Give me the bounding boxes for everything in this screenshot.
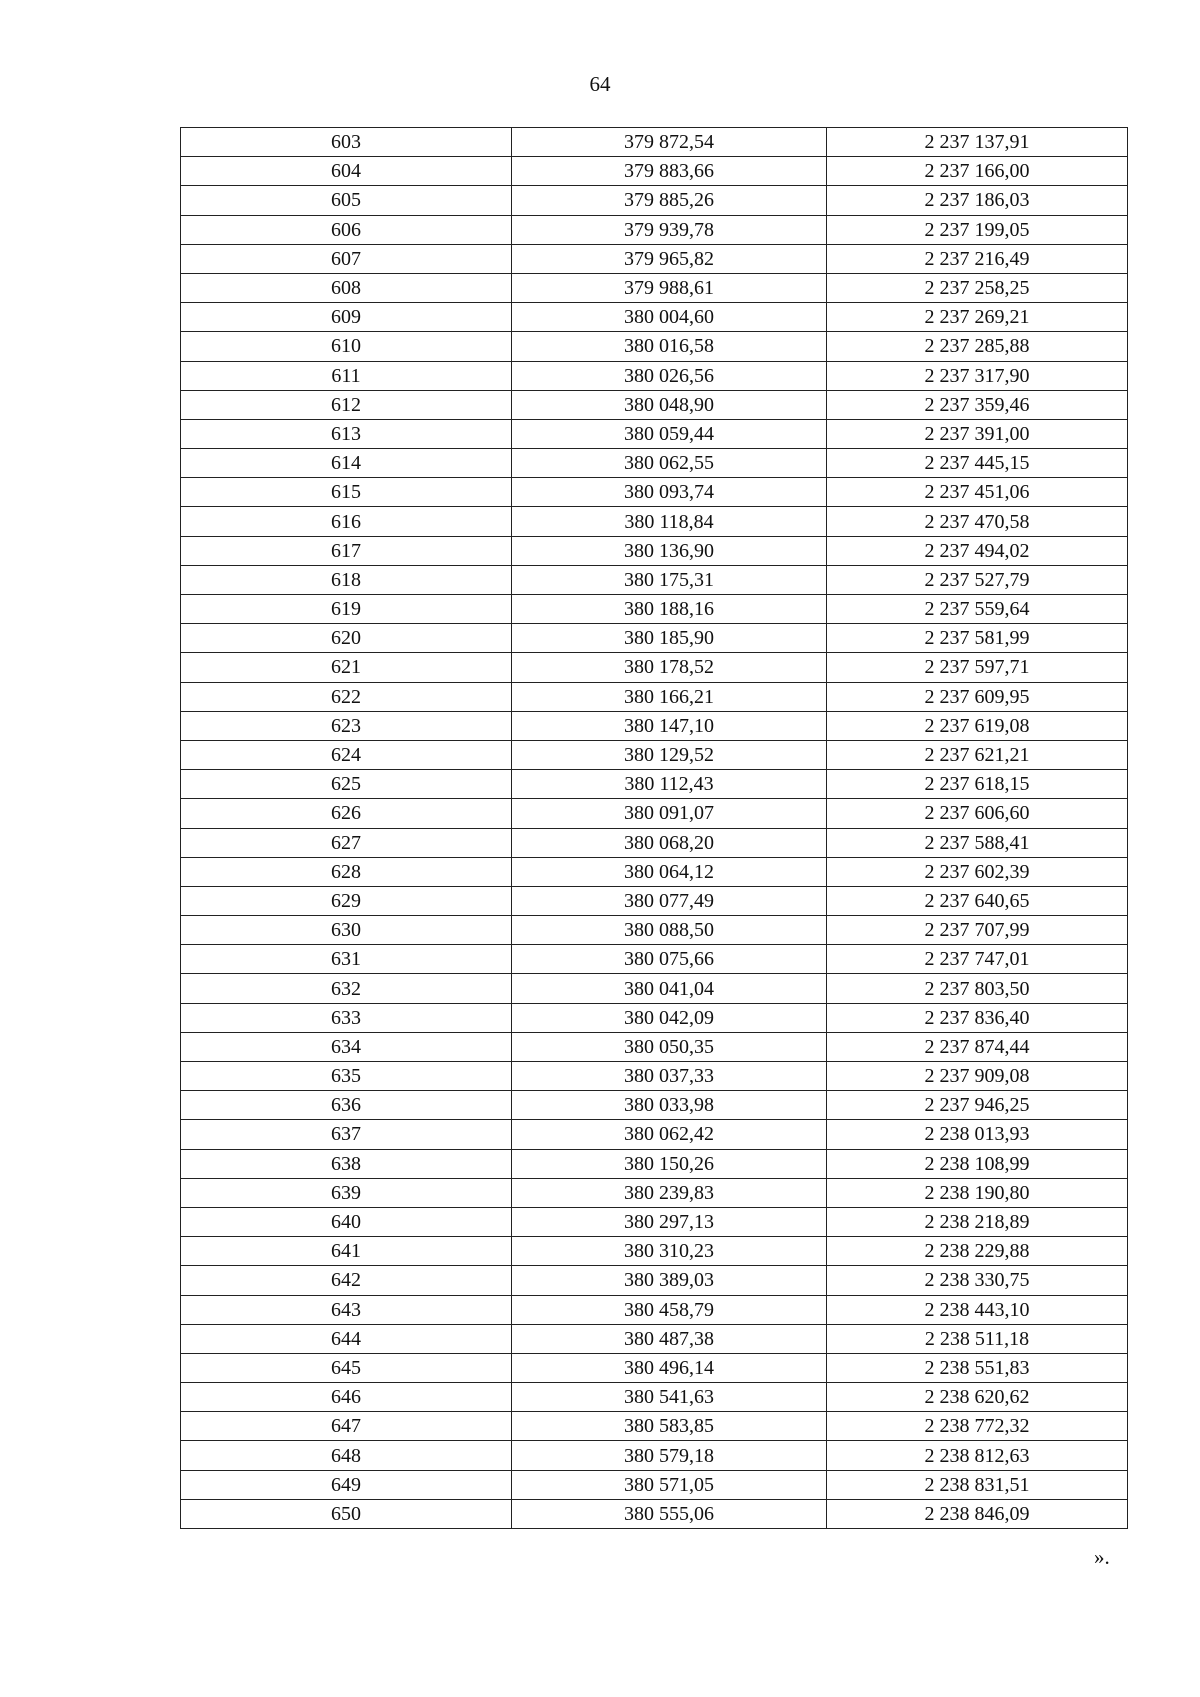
x-coordinate-cell: 380 041,04 [512, 974, 827, 1003]
table-row [181, 128, 1128, 157]
x-coordinate-cell: 380 016,58 [512, 332, 827, 361]
table-row [181, 624, 1128, 653]
point-number-cell: 634 [181, 1032, 512, 1061]
x-coordinate-cell: 380 147,10 [512, 711, 827, 740]
table-row [181, 536, 1128, 565]
table-row [181, 828, 1128, 857]
table-row [181, 1266, 1128, 1295]
point-number-cell: 644 [181, 1324, 512, 1353]
x-coordinate-cell: 380 037,33 [512, 1062, 827, 1091]
x-coordinate-cell: 380 093,74 [512, 478, 827, 507]
point-number-cell: 645 [181, 1353, 512, 1382]
table-row [181, 157, 1128, 186]
y-coordinate-cell: 2 237 391,00 [827, 419, 1128, 448]
y-coordinate-cell: 2 237 597,71 [827, 653, 1128, 682]
x-coordinate-cell: 380 129,52 [512, 740, 827, 769]
y-coordinate-cell: 2 237 602,39 [827, 857, 1128, 886]
table-row [181, 361, 1128, 390]
table-row [181, 1091, 1128, 1120]
x-coordinate-cell: 380 075,66 [512, 945, 827, 974]
x-coordinate-cell: 380 050,35 [512, 1032, 827, 1061]
y-coordinate-cell: 2 238 511,18 [827, 1324, 1128, 1353]
x-coordinate-cell: 380 389,03 [512, 1266, 827, 1295]
x-coordinate-cell: 380 541,63 [512, 1383, 827, 1412]
y-coordinate-cell: 2 237 946,25 [827, 1091, 1128, 1120]
x-coordinate-cell: 380 178,52 [512, 653, 827, 682]
point-number-cell: 631 [181, 945, 512, 974]
point-number-cell: 606 [181, 215, 512, 244]
x-coordinate-cell: 380 297,13 [512, 1207, 827, 1236]
table-row [181, 507, 1128, 536]
point-number-cell: 603 [181, 128, 512, 157]
point-number-cell: 623 [181, 711, 512, 740]
point-number-cell: 628 [181, 857, 512, 886]
point-number-cell: 625 [181, 770, 512, 799]
table-row [181, 1295, 1128, 1324]
y-coordinate-cell: 2 238 013,93 [827, 1120, 1128, 1149]
point-number-cell: 609 [181, 303, 512, 332]
table-row [181, 215, 1128, 244]
x-coordinate-cell: 380 068,20 [512, 828, 827, 857]
point-number-cell: 618 [181, 565, 512, 594]
closing-quote-mark: ». [1094, 1545, 1110, 1569]
point-number-cell: 629 [181, 886, 512, 915]
x-coordinate-cell: 379 885,26 [512, 186, 827, 215]
table-row [181, 945, 1128, 974]
point-number-cell: 647 [181, 1412, 512, 1441]
table-row [181, 740, 1128, 769]
y-coordinate-cell: 2 237 619,08 [827, 711, 1128, 740]
y-coordinate-cell: 2 237 317,90 [827, 361, 1128, 390]
page-number: 64 [589, 72, 611, 96]
table-row [181, 1032, 1128, 1061]
x-coordinate-cell: 380 059,44 [512, 419, 827, 448]
table-row [181, 390, 1128, 419]
x-coordinate-cell: 380 136,90 [512, 536, 827, 565]
x-coordinate-cell: 379 883,66 [512, 157, 827, 186]
table-row [181, 974, 1128, 1003]
table-row [181, 770, 1128, 799]
x-coordinate-cell: 380 062,42 [512, 1120, 827, 1149]
x-coordinate-cell: 380 077,49 [512, 886, 827, 915]
point-number-cell: 626 [181, 799, 512, 828]
y-coordinate-cell: 2 237 285,88 [827, 332, 1128, 361]
table-row [181, 1324, 1128, 1353]
y-coordinate-cell: 2 237 470,58 [827, 507, 1128, 536]
point-number-cell: 619 [181, 595, 512, 624]
x-coordinate-cell: 380 579,18 [512, 1441, 827, 1470]
x-coordinate-cell: 380 150,26 [512, 1149, 827, 1178]
table-row [181, 1003, 1128, 1032]
table-row [181, 244, 1128, 273]
x-coordinate-cell: 380 166,21 [512, 682, 827, 711]
x-coordinate-cell: 380 555,06 [512, 1499, 827, 1528]
table-row [181, 1062, 1128, 1091]
table-row [181, 1178, 1128, 1207]
table-row [181, 1149, 1128, 1178]
x-coordinate-cell: 380 571,05 [512, 1470, 827, 1499]
y-coordinate-cell: 2 237 836,40 [827, 1003, 1128, 1032]
point-number-cell: 622 [181, 682, 512, 711]
point-number-cell: 641 [181, 1237, 512, 1266]
point-number-cell: 637 [181, 1120, 512, 1149]
point-number-cell: 613 [181, 419, 512, 448]
x-coordinate-cell: 380 033,98 [512, 1091, 827, 1120]
table-row [181, 1412, 1128, 1441]
y-coordinate-cell: 2 237 588,41 [827, 828, 1128, 857]
x-coordinate-cell: 379 965,82 [512, 244, 827, 273]
point-number-cell: 611 [181, 361, 512, 390]
y-coordinate-cell: 2 237 269,21 [827, 303, 1128, 332]
y-coordinate-cell: 2 237 747,01 [827, 945, 1128, 974]
y-coordinate-cell: 2 238 108,99 [827, 1149, 1128, 1178]
y-coordinate-cell: 2 238 620,62 [827, 1383, 1128, 1412]
y-coordinate-cell: 2 237 527,79 [827, 565, 1128, 594]
y-coordinate-cell: 2 237 451,06 [827, 478, 1128, 507]
point-number-cell: 610 [181, 332, 512, 361]
x-coordinate-cell: 380 496,14 [512, 1353, 827, 1382]
x-coordinate-cell: 380 239,83 [512, 1178, 827, 1207]
x-coordinate-cell: 380 458,79 [512, 1295, 827, 1324]
point-number-cell: 616 [181, 507, 512, 536]
x-coordinate-cell: 380 062,55 [512, 449, 827, 478]
x-coordinate-cell: 380 185,90 [512, 624, 827, 653]
table-row [181, 1383, 1128, 1412]
point-number-cell: 650 [181, 1499, 512, 1528]
y-coordinate-cell: 2 237 359,46 [827, 390, 1128, 419]
y-coordinate-cell: 2 237 874,44 [827, 1032, 1128, 1061]
table-row [181, 886, 1128, 915]
x-coordinate-cell: 380 026,56 [512, 361, 827, 390]
table-row [181, 186, 1128, 215]
point-number-cell: 638 [181, 1149, 512, 1178]
point-number-cell: 615 [181, 478, 512, 507]
point-number-cell: 636 [181, 1091, 512, 1120]
x-coordinate-cell: 380 088,50 [512, 916, 827, 945]
table-row [181, 653, 1128, 682]
table-row [181, 1499, 1128, 1528]
point-number-cell: 630 [181, 916, 512, 945]
x-coordinate-cell: 380 112,43 [512, 770, 827, 799]
y-coordinate-cell: 2 237 609,95 [827, 682, 1128, 711]
y-coordinate-cell: 2 237 559,64 [827, 595, 1128, 624]
y-coordinate-cell: 2 237 640,65 [827, 886, 1128, 915]
point-number-cell: 608 [181, 273, 512, 302]
point-number-cell: 624 [181, 740, 512, 769]
y-coordinate-cell: 2 237 258,25 [827, 273, 1128, 302]
point-number-cell: 632 [181, 974, 512, 1003]
table-row [181, 799, 1128, 828]
x-coordinate-cell: 380 064,12 [512, 857, 827, 886]
table-row [181, 419, 1128, 448]
y-coordinate-cell: 2 237 621,21 [827, 740, 1128, 769]
table-row [181, 332, 1128, 361]
y-coordinate-cell: 2 237 216,49 [827, 244, 1128, 273]
y-coordinate-cell: 2 237 618,15 [827, 770, 1128, 799]
y-coordinate-cell: 2 237 199,05 [827, 215, 1128, 244]
y-coordinate-cell: 2 238 846,09 [827, 1499, 1128, 1528]
y-coordinate-cell: 2 238 443,10 [827, 1295, 1128, 1324]
point-number-cell: 639 [181, 1178, 512, 1207]
table-row [181, 303, 1128, 332]
y-coordinate-cell: 2 238 551,83 [827, 1353, 1128, 1382]
y-coordinate-cell: 2 237 606,60 [827, 799, 1128, 828]
table-row [181, 1207, 1128, 1236]
y-coordinate-cell: 2 237 445,15 [827, 449, 1128, 478]
y-coordinate-cell: 2 237 909,08 [827, 1062, 1128, 1091]
y-coordinate-cell: 2 237 803,50 [827, 974, 1128, 1003]
x-coordinate-cell: 379 872,54 [512, 128, 827, 157]
table-row [181, 711, 1128, 740]
x-coordinate-cell: 380 310,23 [512, 1237, 827, 1266]
point-number-cell: 621 [181, 653, 512, 682]
table-row [181, 595, 1128, 624]
y-coordinate-cell: 2 237 707,99 [827, 916, 1128, 945]
y-coordinate-cell: 2 237 166,00 [827, 157, 1128, 186]
table-row [181, 916, 1128, 945]
table-row [181, 1237, 1128, 1266]
point-number-cell: 627 [181, 828, 512, 857]
y-coordinate-cell: 2 238 812,63 [827, 1441, 1128, 1470]
x-coordinate-cell: 379 988,61 [512, 273, 827, 302]
point-number-cell: 635 [181, 1062, 512, 1091]
point-number-cell: 605 [181, 186, 512, 215]
y-coordinate-cell: 2 238 831,51 [827, 1470, 1128, 1499]
coordinates-table-body [181, 128, 1128, 1529]
point-number-cell: 617 [181, 536, 512, 565]
x-coordinate-cell: 380 118,84 [512, 507, 827, 536]
point-number-cell: 633 [181, 1003, 512, 1032]
point-number-cell: 642 [181, 1266, 512, 1295]
point-number-cell: 607 [181, 244, 512, 273]
coordinates-table [180, 127, 1128, 1529]
table-row [181, 1441, 1128, 1470]
table-row [181, 1353, 1128, 1382]
point-number-cell: 649 [181, 1470, 512, 1499]
point-number-cell: 648 [181, 1441, 512, 1470]
table-row [181, 857, 1128, 886]
table-row [181, 565, 1128, 594]
x-coordinate-cell: 380 487,38 [512, 1324, 827, 1353]
table-row [181, 273, 1128, 302]
x-coordinate-cell: 380 583,85 [512, 1412, 827, 1441]
table-row [181, 1120, 1128, 1149]
point-number-cell: 620 [181, 624, 512, 653]
x-coordinate-cell: 380 042,09 [512, 1003, 827, 1032]
x-coordinate-cell: 380 091,07 [512, 799, 827, 828]
y-coordinate-cell: 2 237 137,91 [827, 128, 1128, 157]
x-coordinate-cell: 380 048,90 [512, 390, 827, 419]
point-number-cell: 604 [181, 157, 512, 186]
point-number-cell: 643 [181, 1295, 512, 1324]
table-row [181, 1470, 1128, 1499]
table-row [181, 449, 1128, 478]
y-coordinate-cell: 2 237 494,02 [827, 536, 1128, 565]
y-coordinate-cell: 2 238 218,89 [827, 1207, 1128, 1236]
y-coordinate-cell: 2 238 229,88 [827, 1237, 1128, 1266]
point-number-cell: 614 [181, 449, 512, 478]
table-row [181, 478, 1128, 507]
point-number-cell: 612 [181, 390, 512, 419]
x-coordinate-cell: 380 175,31 [512, 565, 827, 594]
x-coordinate-cell: 380 188,16 [512, 595, 827, 624]
point-number-cell: 646 [181, 1383, 512, 1412]
y-coordinate-cell: 2 238 772,32 [827, 1412, 1128, 1441]
y-coordinate-cell: 2 237 581,99 [827, 624, 1128, 653]
point-number-cell: 640 [181, 1207, 512, 1236]
y-coordinate-cell: 2 238 330,75 [827, 1266, 1128, 1295]
x-coordinate-cell: 380 004,60 [512, 303, 827, 332]
x-coordinate-cell: 379 939,78 [512, 215, 827, 244]
table-row [181, 682, 1128, 711]
y-coordinate-cell: 2 237 186,03 [827, 186, 1128, 215]
y-coordinate-cell: 2 238 190,80 [827, 1178, 1128, 1207]
